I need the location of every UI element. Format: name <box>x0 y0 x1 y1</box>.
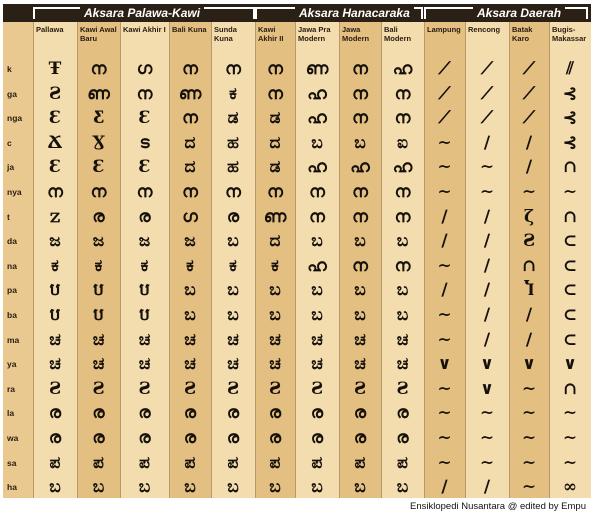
glyph-cell: ണ <box>87 83 110 104</box>
glyph-cell: Ƨ <box>92 378 105 399</box>
glyph-cell: ⊰ <box>562 108 578 129</box>
glyph-cell: ಬ <box>311 477 323 498</box>
glyph-cell: ∼ <box>479 157 495 178</box>
glyph-cell: ∼ <box>479 182 495 202</box>
glyph-cell: ഗ <box>136 59 153 79</box>
glyph-cell: ∼ <box>437 182 452 202</box>
glyph-cell: ಬ <box>354 132 366 153</box>
glyph-cell: ಹ <box>227 132 239 153</box>
glyph-cell: ∨ <box>480 378 494 399</box>
glyph-cell: ⊂ <box>562 231 578 252</box>
glyph-cell: ⊂ <box>562 255 578 276</box>
glyph-cell: ದ <box>269 132 281 153</box>
column-divider <box>120 22 121 498</box>
glyph-cell: ∩ <box>562 157 578 178</box>
glyph-cell: ಬ <box>354 305 366 325</box>
glyph-cell: ∼ <box>562 403 578 424</box>
glyph-cell: ಬ <box>396 280 409 301</box>
glyph-cell: ∕ <box>525 305 533 325</box>
row-label: na <box>7 260 17 271</box>
glyph-cell: ಚ <box>92 329 105 350</box>
glyph-cell: ര <box>138 206 151 227</box>
glyph-cell: ∕ <box>525 157 533 178</box>
glyph-cell: ണ <box>178 83 202 104</box>
glyph-cell: ಪ <box>227 452 239 473</box>
glyph-cell: ∼ <box>437 452 452 473</box>
column-header: Jawa Pra Modern <box>298 25 331 43</box>
glyph-cell: ⟋ <box>438 59 451 79</box>
glyph-cell: ∼ <box>479 452 495 473</box>
glyph-cell: ಬ <box>138 477 151 498</box>
column-header: Jawa Modern <box>342 25 370 43</box>
glyph-cell: ∼ <box>437 329 452 350</box>
glyph-cell: ന <box>394 255 411 276</box>
glyph-cell: ⟋ <box>438 83 451 104</box>
glyph-cell: ∨ <box>437 354 452 375</box>
glyph-cell: ⟋ <box>523 108 535 129</box>
glyph-cell: ⊂ <box>562 329 578 350</box>
column-divider <box>465 22 466 498</box>
column-header: Bugis-Makassar <box>552 25 587 43</box>
column-divider <box>295 22 296 498</box>
glyph-cell: ന <box>182 182 198 202</box>
glyph-cell: ∨ <box>522 354 536 375</box>
glyph-cell: ന <box>394 182 411 202</box>
glyph-cell: ಜ <box>184 231 196 252</box>
row-label: t <box>7 211 10 222</box>
script-comparison-chart <box>3 4 591 498</box>
glyph-cell: ര <box>268 403 282 424</box>
glyph-cell: ന <box>225 59 241 79</box>
glyph-cell: ∼ <box>437 378 452 399</box>
glyph-cell: Ɛ <box>138 157 151 178</box>
glyph-cell: ∩ <box>562 206 578 227</box>
glyph-cell: ಬ <box>311 132 323 153</box>
glyph-cell: ⟋ <box>523 59 535 79</box>
glyph-cell: ര <box>92 403 105 424</box>
glyph-cell: ಜ <box>138 231 151 252</box>
glyph-cell: ഹ <box>350 157 370 178</box>
glyph-cell: Ⴈ <box>523 280 535 301</box>
glyph-cell: Ƹ <box>92 108 105 129</box>
column-header: Sunda Kuna <box>214 25 237 43</box>
glyph-cell: ∼ <box>479 403 495 424</box>
glyph-cell: ಬ <box>354 280 366 301</box>
glyph-cell: ട <box>139 132 150 153</box>
glyph-cell: ⊰ <box>562 132 578 153</box>
glyph-cell: ಚ <box>184 354 196 375</box>
glyph-cell: ಐ <box>397 132 408 153</box>
glyph-cell: ಚ <box>354 329 366 350</box>
column-header: Kawi Akhir II <box>258 25 284 43</box>
glyph-cell: ന <box>136 83 153 104</box>
glyph-cell: ഹ <box>392 59 413 79</box>
glyph-cell: ∼ <box>521 428 537 448</box>
glyph-cell: ⟋ <box>481 83 493 104</box>
glyph-cell: ಬ <box>227 231 239 252</box>
glyph-cell: ഹ <box>392 157 413 178</box>
glyph-cell: ಚ <box>227 329 239 350</box>
glyph-cell: ∼ <box>437 403 452 424</box>
glyph-cell: ಚ <box>269 329 281 350</box>
glyph-cell: ∼ <box>521 452 537 473</box>
glyph-cell: Ճ <box>47 132 63 153</box>
row-label: wa <box>7 433 19 443</box>
glyph-cell: ∨ <box>563 354 577 375</box>
glyph-cell: ಪ <box>311 452 323 473</box>
glyph-cell: ಪ <box>139 452 150 473</box>
glyph-cell: ∼ <box>479 428 495 448</box>
glyph-cell: ന <box>352 182 368 202</box>
glyph-cell: ∕ <box>441 280 448 301</box>
glyph-cell: ര <box>48 403 62 424</box>
glyph-cell: ಬ <box>311 305 323 325</box>
glyph-cell: ಬ <box>184 280 196 301</box>
glyph-cell: ಚ <box>396 354 409 375</box>
glyph-cell: ര <box>48 428 62 448</box>
glyph-cell: ന <box>309 182 325 202</box>
glyph-cell: ര <box>183 428 197 448</box>
glyph-cell: ര <box>92 206 105 227</box>
glyph-cell: ന <box>394 83 411 104</box>
glyph-cell: ∕ <box>483 305 491 325</box>
glyph-cell: ∕ <box>525 329 533 350</box>
glyph-cell: Ƨ <box>226 378 240 399</box>
glyph-cell: ഹ <box>307 157 327 178</box>
row-label: ra <box>7 383 16 394</box>
column-header: Lampung <box>427 25 461 34</box>
glyph-cell: ര <box>396 403 409 424</box>
row-label: ya <box>7 359 17 370</box>
glyph-cell: ∼ <box>521 403 537 424</box>
glyph-cell: ര <box>226 206 240 227</box>
glyph-cell: ര <box>268 428 282 448</box>
glyph-cell: ⟋ <box>438 108 451 129</box>
glyph-cell: ∩ <box>521 255 537 276</box>
row-label: ga <box>7 88 17 99</box>
glyph-cell: ഹ <box>307 83 327 104</box>
glyph-cell: Ƨ <box>310 378 324 399</box>
glyph-cell: Ƨ <box>522 231 536 252</box>
row-label: c <box>7 137 12 148</box>
glyph-cell: ಬ <box>311 231 323 252</box>
glyph-cell: ∼ <box>437 157 452 178</box>
row-label: k <box>7 64 12 74</box>
row-label: ja <box>7 162 15 173</box>
glyph-cell: ന <box>309 206 325 227</box>
glyph-cell: Ƨ <box>48 378 62 399</box>
glyph-cell: ∼ <box>521 182 537 202</box>
glyph-cell: ಕ <box>186 255 194 276</box>
glyph-cell: ಚ <box>92 354 105 375</box>
glyph-cell: ര <box>92 428 105 448</box>
glyph-cell: ಚ <box>49 329 61 350</box>
glyph-cell: ന <box>136 182 153 202</box>
glyph-cell: ಪ <box>354 452 366 473</box>
glyph-cell: ಬ <box>396 305 409 325</box>
glyph-cell: ಬ <box>269 477 281 498</box>
glyph-cell: Ƨ <box>183 378 197 399</box>
glyph-cell: ಕ <box>271 255 279 276</box>
glyph-cell: ∞ <box>562 477 578 498</box>
glyph-cell: Ɛ <box>48 157 62 178</box>
glyph-cell: ന <box>352 59 368 79</box>
glyph-cell: ｚ <box>46 206 64 227</box>
glyph-cell: ന <box>267 83 283 104</box>
glyph-cell: ന <box>352 83 368 104</box>
glyph-cell: ന <box>352 108 368 129</box>
glyph-cell: ∼ <box>562 182 578 202</box>
glyph-cell: ಬ <box>227 305 239 325</box>
glyph-cell: ದ <box>184 157 196 178</box>
row-label: nga <box>7 113 23 124</box>
glyph-cell: ⊰ <box>562 83 578 104</box>
glyph-cell: ಬ <box>396 231 409 252</box>
glyph-cell: ന <box>267 59 283 79</box>
glyph-cell: Ŧ <box>48 59 62 79</box>
column-header: Rencong <box>468 25 501 34</box>
glyph-cell: ര <box>226 428 240 448</box>
row-label: la <box>7 408 15 419</box>
glyph-cell: ಹ <box>227 157 239 178</box>
row-label: sa <box>7 457 17 468</box>
glyph-cell: ര <box>396 428 409 448</box>
glyph-cell: ಚ <box>311 354 323 375</box>
column-header: Bali Kuna <box>172 25 207 34</box>
column-header: Kawi Akhir I <box>123 25 166 34</box>
glyph-cell: ന <box>90 182 107 202</box>
glyph-cell: ∕ <box>483 329 491 350</box>
glyph-cell: ⟋ <box>523 83 535 104</box>
glyph-cell: ഹ <box>307 255 327 276</box>
glyph-cell: Ɛ <box>92 157 105 178</box>
glyph-cell: ∕ <box>483 206 491 227</box>
glyph-cell: ര <box>353 403 367 424</box>
glyph-cell: ∼ <box>521 477 537 498</box>
glyph-cell: ಜ <box>49 231 61 252</box>
glyph-cell: ಬ <box>396 477 409 498</box>
row-label: nya <box>7 187 22 197</box>
glyph-cell: ണ <box>263 206 287 227</box>
glyph-cell: ⟋ <box>481 59 493 79</box>
group-label-palawa-kawi: Aksara Palawa-Kawi <box>80 4 204 22</box>
glyph-cell: ∕ <box>483 231 491 252</box>
glyph-cell: ಬ <box>49 477 61 498</box>
column-divider <box>33 22 34 498</box>
glyph-cell: ന <box>182 59 198 79</box>
glyph-cell: ∕ <box>441 206 448 227</box>
glyph-cell: ∕ <box>483 255 491 276</box>
glyph-cell: ಕ <box>229 83 237 104</box>
glyph-cell: ಡ <box>269 108 281 129</box>
glyph-cell: ന <box>225 182 241 202</box>
glyph-cell: ದ <box>184 132 196 153</box>
glyph-cell: ∕ <box>441 477 448 498</box>
glyph-cell: ര <box>310 403 324 424</box>
glyph-cell: ന <box>352 206 368 227</box>
glyph-cell: ന <box>394 206 411 227</box>
glyph-cell: ζ <box>523 206 535 227</box>
glyph-cell: ന <box>182 108 198 129</box>
row-label: ba <box>7 310 17 320</box>
glyph-cell: ∼ <box>521 378 537 399</box>
glyph-cell: ប <box>49 280 61 301</box>
glyph-cell: ប <box>49 305 61 325</box>
glyph-cell: ന <box>352 255 368 276</box>
glyph-cell: ಕ <box>140 255 149 276</box>
glyph-cell: ಚ <box>396 329 409 350</box>
glyph-cell: ∕ <box>483 132 491 153</box>
row-label: pa <box>7 285 17 296</box>
row-label: da <box>7 236 17 247</box>
glyph-cell: ಚ <box>138 354 151 375</box>
glyph-cell: Ƨ <box>138 378 151 399</box>
glyph-cell: Ƨ <box>396 378 409 399</box>
glyph-cell: ಪ <box>269 452 281 473</box>
row-label: ma <box>7 334 20 345</box>
glyph-cell: Ɛ <box>48 108 62 129</box>
glyph-cell: ന <box>47 182 63 202</box>
glyph-cell: ಚ <box>311 329 323 350</box>
glyph-cell: ര <box>183 403 197 424</box>
glyph-cell: ∼ <box>562 452 578 473</box>
glyph-cell: ಚ <box>184 329 196 350</box>
glyph-cell: ര <box>310 428 324 448</box>
column-header: Pallawa <box>36 25 64 34</box>
glyph-cell: ಪ <box>93 452 104 473</box>
glyph-cell: ಚ <box>138 329 151 350</box>
row-label: ha <box>7 482 17 493</box>
glyph-cell: ര <box>138 428 151 448</box>
glyph-cell: ಕ <box>51 255 59 276</box>
glyph-cell: ന <box>90 59 107 79</box>
glyph-cell: Ƨ <box>48 83 62 104</box>
glyph-cell: ∕ <box>483 280 491 301</box>
glyph-cell: ന <box>394 108 411 129</box>
glyph-cell: ∕ <box>441 231 448 252</box>
glyph-cell: Ƨ <box>353 378 367 399</box>
glyph-cell: ಬ <box>354 477 366 498</box>
glyph-cell: ಬ <box>92 477 105 498</box>
column-divider <box>211 22 212 498</box>
glyph-cell: ಬ <box>184 305 196 325</box>
glyph-cell: ∼ <box>562 428 578 448</box>
glyph-cell: ಚ <box>227 354 239 375</box>
glyph-cell: ប <box>93 305 104 325</box>
glyph-cell: ∕ <box>525 132 533 153</box>
glyph-cell: ಬ <box>269 280 281 301</box>
glyph-cell: ಬ <box>184 477 196 498</box>
glyph-cell: ∼ <box>437 132 452 153</box>
glyph-cell: ∕ <box>483 477 491 498</box>
glyph-cell: ಕ <box>229 255 237 276</box>
glyph-cell: ಪ <box>184 452 196 473</box>
column-header: Kawi Awal Baru <box>80 25 117 43</box>
glyph-cell: ಬ <box>227 280 239 301</box>
glyph-cell: ប <box>93 280 104 301</box>
glyph-cell: ಬ <box>311 280 323 301</box>
glyph-cell: ഹ <box>307 108 327 129</box>
glyph-cell: ണ <box>305 59 329 79</box>
glyph-cell: ⫽ <box>566 59 574 79</box>
glyph-cell: ∼ <box>437 305 452 325</box>
column-header: Bali Modern <box>384 25 412 43</box>
glyph-cell: Ɛ <box>138 108 151 129</box>
glyph-cell: ∼ <box>437 428 452 448</box>
glyph-cell: ಚ <box>49 354 61 375</box>
glyph-cell: ದ <box>269 231 281 252</box>
glyph-cell: ಜ <box>92 231 105 252</box>
glyph-cell: ര <box>353 428 367 448</box>
glyph-cell: ഗ <box>182 206 198 227</box>
glyph-cell: ⟋ <box>481 108 493 129</box>
glyph-cell: ប <box>139 280 150 301</box>
glyph-cell: Ƨ <box>268 378 282 399</box>
glyph-cell: ⊂ <box>562 280 578 301</box>
credit-caption: Ensiklopedi Nusantara @ edited by Empu <box>410 501 586 512</box>
glyph-cell: ಡ <box>227 108 239 129</box>
glyph-cell: ಬ <box>354 231 366 252</box>
group-label-daerah: Aksara Daerah <box>473 4 565 22</box>
glyph-cell: ಚ <box>269 354 281 375</box>
glyph-cell: ∼ <box>437 255 452 276</box>
glyph-cell: ∨ <box>480 354 494 375</box>
glyph-cell: ∩ <box>562 378 578 399</box>
glyph-cell: ന <box>267 182 283 202</box>
column-header: Batak Karo <box>512 25 533 43</box>
glyph-cell: ಬ <box>227 477 239 498</box>
glyph-cell: ಪ <box>49 452 61 473</box>
glyph-cell: ര <box>138 403 151 424</box>
glyph-cell: ಚ <box>354 354 366 375</box>
glyph-cell: ര <box>226 403 240 424</box>
glyph-cell: Ɣ <box>91 132 106 153</box>
group-label-hanacaraka: Aksara Hanacaraka <box>295 4 414 22</box>
glyph-cell: ⊂ <box>562 305 578 325</box>
glyph-cell: ಪ <box>397 452 408 473</box>
glyph-cell: ಡ <box>269 157 281 178</box>
glyph-cell: ប <box>139 305 150 325</box>
glyph-cell: ಕ <box>94 255 103 276</box>
glyph-cell: ಬ <box>269 305 281 325</box>
